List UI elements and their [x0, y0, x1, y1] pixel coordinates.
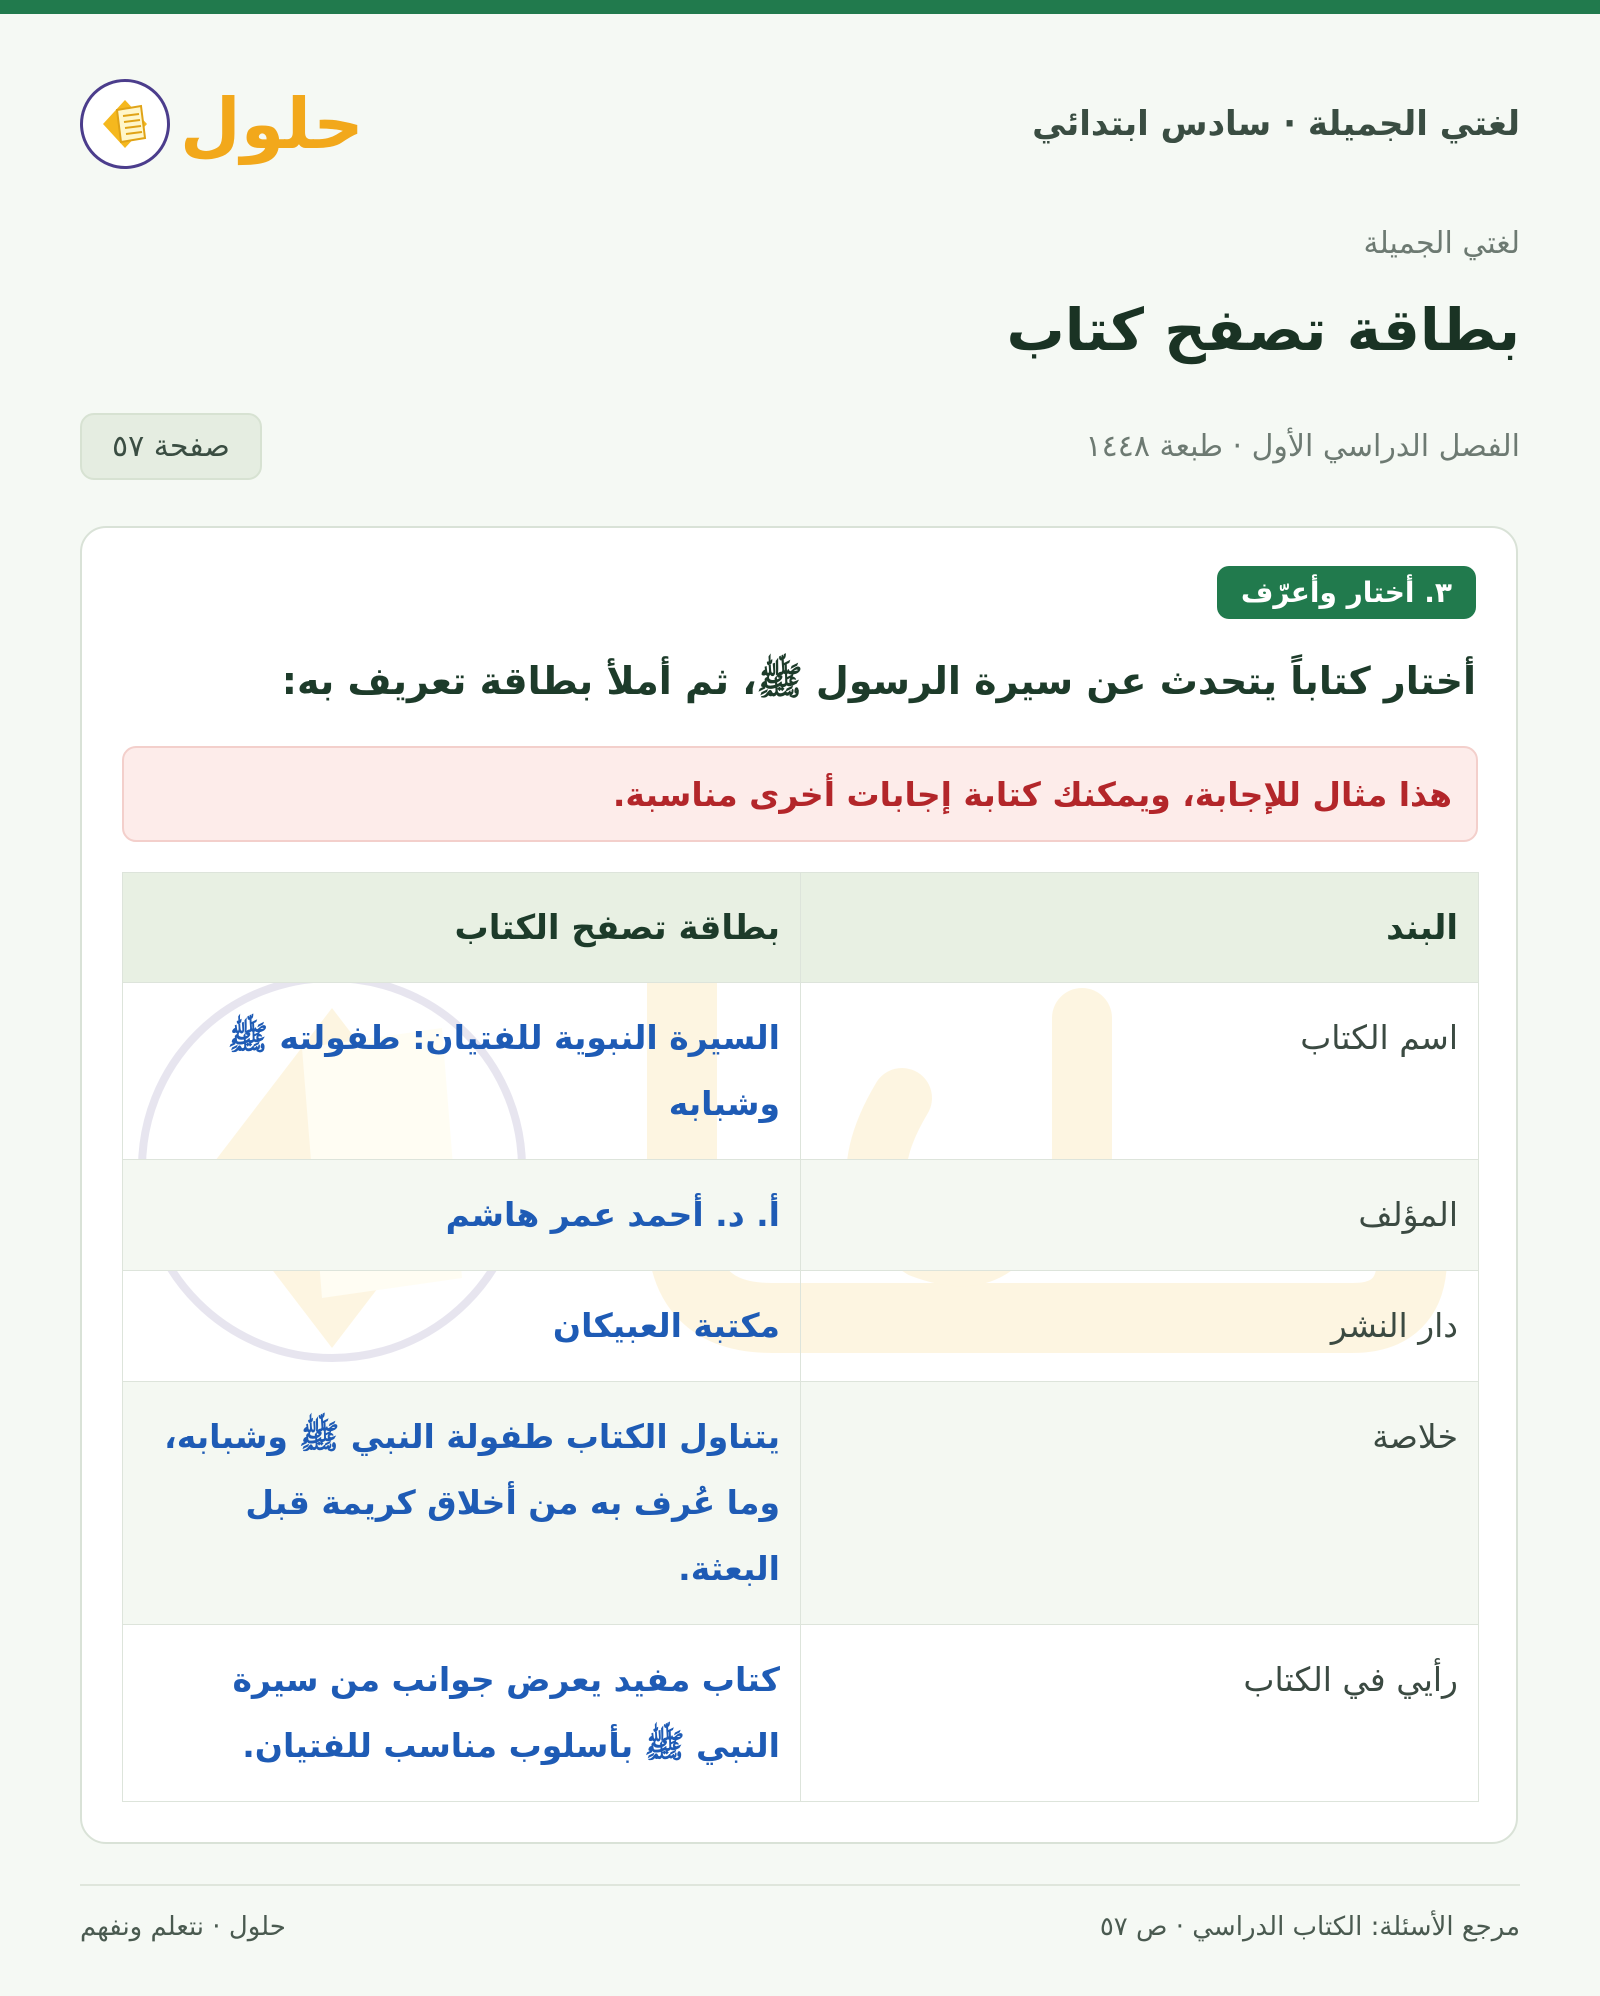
footer-reference: مرجع الأسئلة: الكتاب الدراسي · ص ٥٧	[1099, 1912, 1520, 1942]
row-item-label: دار النشر	[801, 1271, 1479, 1382]
term-edition: الفصل الدراسي الأول · طبعة ١٤٤٨	[1085, 428, 1520, 464]
row-item-label: خلاصة	[801, 1382, 1479, 1625]
row-answer: كتاب مفيد يعرض جوانب من سيرة النبي ﷺ بأسلوب مناسب للفتيان.	[123, 1625, 801, 1802]
row-item-label: اسم الكتاب	[801, 983, 1479, 1160]
row-answer: السيرة النبوية للفتيان: طفولته ﷺ وشبابه	[123, 983, 801, 1160]
meta-row	[80, 410, 1520, 482]
hulul-logo[interactable]	[80, 79, 364, 169]
column-header-item: البند	[801, 873, 1479, 983]
table-row	[123, 1271, 1479, 1382]
row-answer: أ. د. أحمد عمر هاشم	[123, 1160, 801, 1271]
top-accent-bar	[0, 0, 1600, 14]
page-number-badge: صفحة ٥٧	[80, 413, 262, 480]
table-row	[123, 983, 1479, 1160]
brand-line: لغتي الجميلة · سادس ابتدائي	[1032, 104, 1520, 144]
table-row	[123, 1160, 1479, 1271]
question-text: أختار كتاباً يتحدث عن سيرة الرسول ﷺ، ثم أملأ بطاقة تعريف به:	[281, 659, 1476, 703]
page-footer	[80, 1912, 1520, 1942]
book-icon	[80, 79, 170, 169]
logo-wordmark: حلول	[180, 83, 364, 165]
table-header-row	[123, 873, 1479, 983]
page-header	[80, 64, 1520, 184]
page-title: بطاقة تصفح كتاب	[1006, 296, 1520, 364]
answer-note: هذا مثال للإجابة، ويمكنك كتابة إجابات أخرى مناسبة.	[122, 746, 1478, 842]
row-answer: مكتبة العبيكان	[123, 1271, 801, 1382]
table-row	[123, 1382, 1479, 1625]
column-header-card: بطاقة تصفح الكتاب	[123, 873, 801, 983]
row-item-label: المؤلف	[801, 1160, 1479, 1271]
subject-label: لغتي الجميلة	[1363, 226, 1520, 261]
row-answer: يتناول الكتاب طفولة النبي ﷺ وشبابه، وما عُرف به من أخلاق كريمة قبل البعثة.	[123, 1382, 801, 1625]
question-card	[80, 526, 1518, 1844]
table-row	[123, 1625, 1479, 1802]
book-card-table	[122, 872, 1479, 1802]
footer-tagline: حلول · نتعلم ونفهم	[80, 1912, 286, 1942]
question-number-badge: ٣. أختار وأعرّف	[1217, 566, 1476, 619]
row-item-label: رأيي في الكتاب	[801, 1625, 1479, 1802]
footer-divider	[80, 1884, 1520, 1886]
